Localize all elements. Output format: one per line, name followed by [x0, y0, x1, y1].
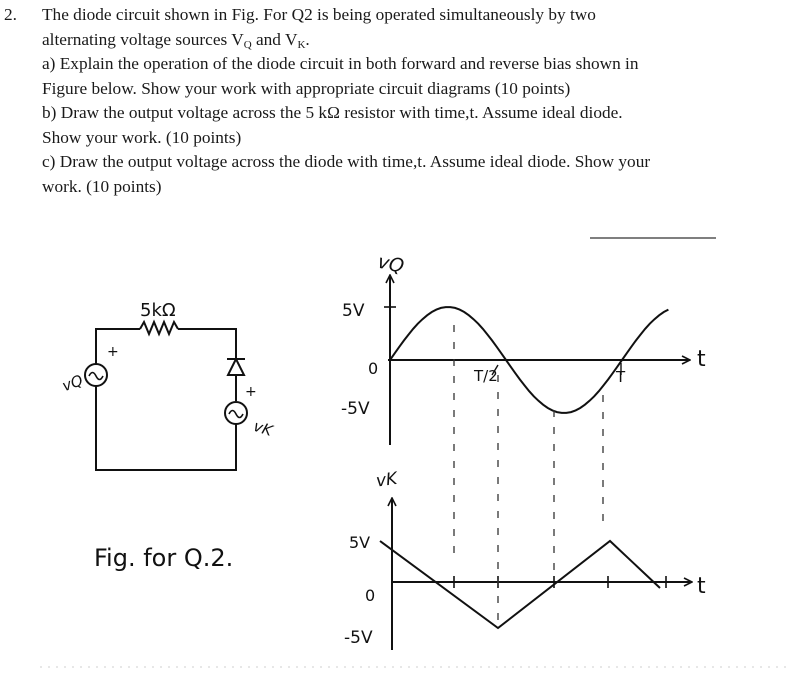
circuit-wire-right: [178, 329, 236, 359]
period-label: T: [616, 368, 626, 386]
graph-vq-axis-label: vQ: [375, 250, 406, 278]
sources-and: and V: [251, 29, 298, 49]
graph-vk-pos-label: 5V: [349, 533, 371, 552]
part-c-line-1: c) Draw the output voltage across the diode with time,t. Assume ideal diode. Show your: [42, 152, 651, 171]
graph-vk-time-label: t: [697, 574, 706, 599]
resistor-5k: [140, 322, 178, 334]
part-a-line-2: Figure below. Show your work with appropriate circuit diagrams (10 points): [42, 78, 571, 98]
sources-text: alternating voltage sources V: [42, 29, 244, 49]
resistor-label: 5kΩ: [140, 300, 176, 321]
question-line-2: [4, 28, 794, 53]
source-vq-label: vQ: [59, 371, 86, 396]
graph-vq-time-label: t: [697, 347, 706, 372]
figure-caption: Fig. for Q.2.: [94, 544, 234, 572]
subscript-k: K: [297, 38, 306, 51]
circuit-labels: [60, 300, 276, 572]
handwritten-figure: [0, 205, 798, 692]
graph-vk-zero-label: 0: [365, 586, 376, 605]
graph-vq-pos-label: 5V: [342, 301, 365, 321]
half-period-label: T/2: [474, 367, 498, 385]
circuit-wire-bottom: [96, 386, 236, 470]
graph-vk: [344, 469, 706, 650]
source-vq-wave: [89, 373, 103, 380]
graph-vk-axis-label: vK: [374, 468, 399, 492]
question-line-1: [4, 3, 794, 28]
part-b-line-2: Show your work. (10 points): [42, 127, 242, 147]
source-vk-plus: +: [245, 384, 257, 400]
diode-symbol: [227, 359, 245, 401]
graph-vk-triangle-wave: [380, 541, 660, 628]
graph-vq-neg-label: -5V: [341, 399, 370, 419]
source-vk-label: vK: [251, 416, 275, 440]
source-vk-wave: [229, 411, 243, 418]
subscript-q: Q: [243, 38, 252, 51]
part-c-line-2: work. (10 points): [42, 176, 162, 196]
source-vq-plus: +: [107, 344, 119, 360]
graph-vq-zero-label: 0: [368, 359, 379, 378]
sources-end: .: [305, 29, 310, 49]
question-number: 2.: [4, 5, 17, 24]
part-b-line-1: b) Draw the output voltage across the 5 kΩ resistor with time,t. Assume ideal diode.: [42, 103, 623, 122]
part-a-line-1: a) Explain the operation of the diode circuit in both forward and reverse bias shown in: [42, 54, 639, 73]
question-intro: The diode circuit shown in Fig. For Q2 is being operated simultaneously by two: [42, 5, 596, 24]
question-text: [4, 3, 794, 199]
graph-vk-neg-label: -5V: [344, 628, 373, 648]
graph-vq: [341, 251, 706, 445]
